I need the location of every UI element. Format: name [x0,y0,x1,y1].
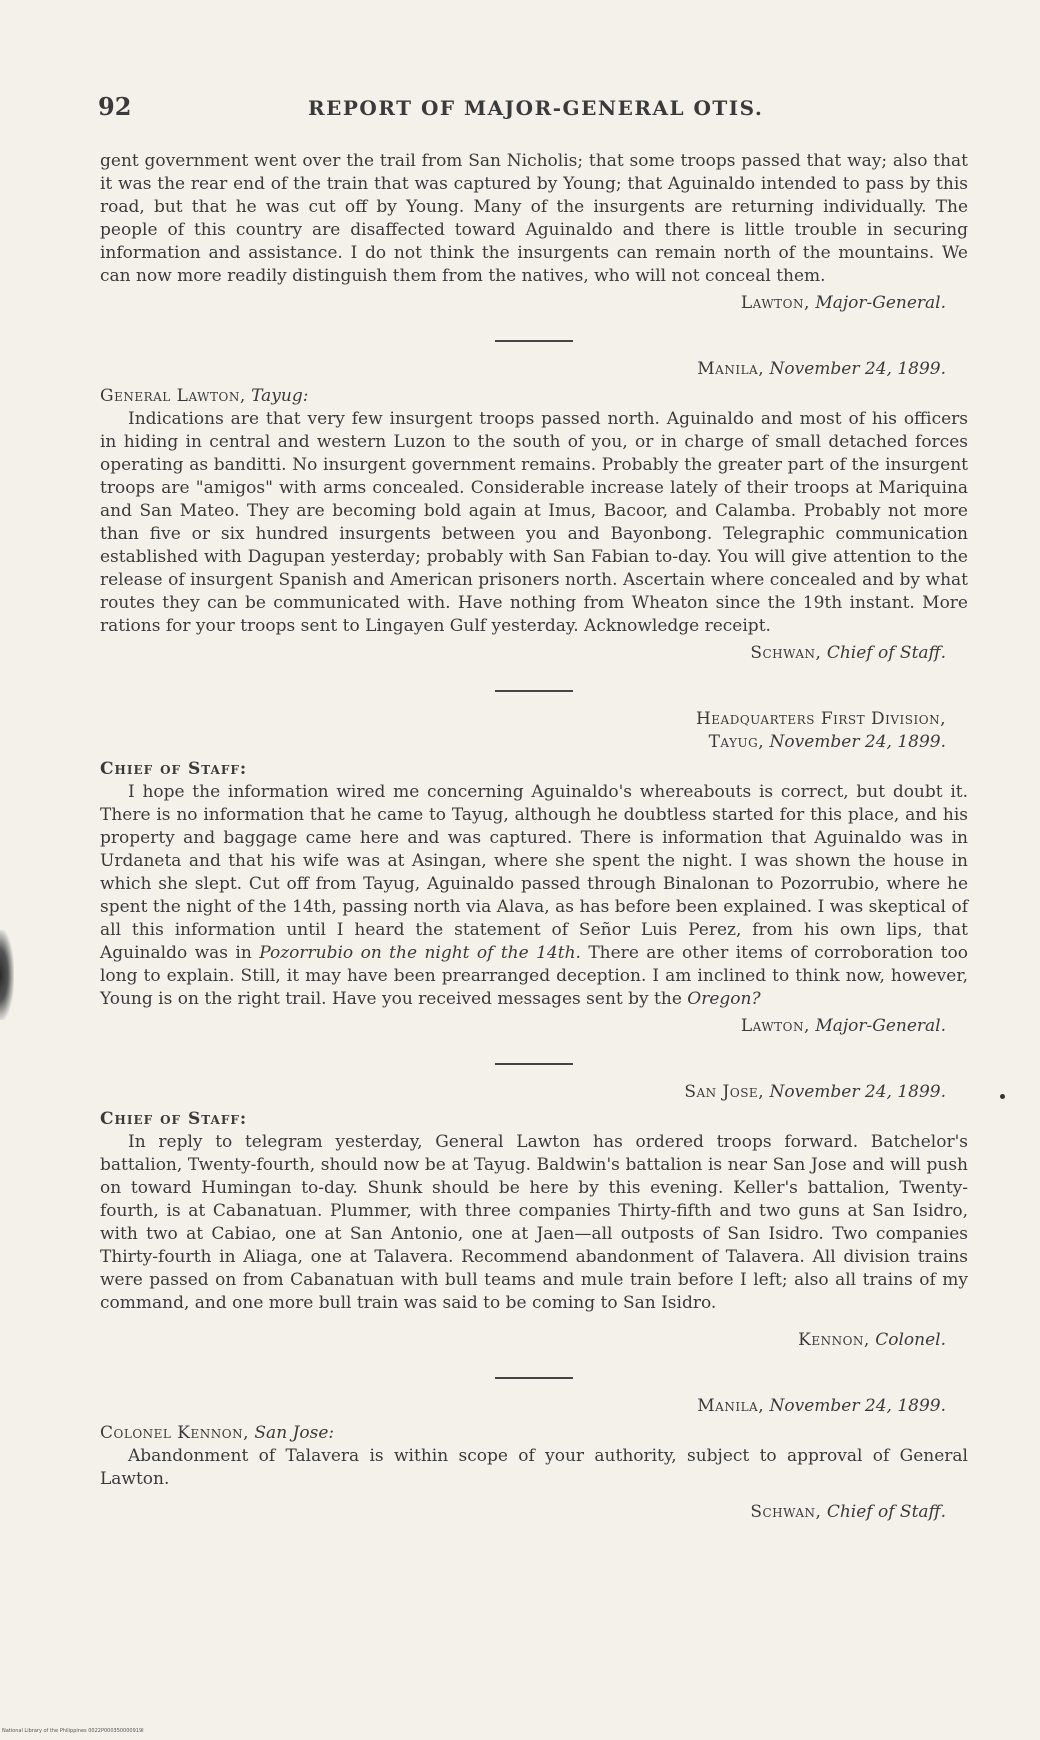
italic-run: Pozorrubio on the night of the 14th. [259,943,581,963]
dateline [100,1081,968,1104]
dateline-place: San Jose, [684,1082,765,1102]
addressee: Colonel Kennon, [100,1423,249,1443]
telegram-paragraph: gent government went over the trail from San Nicholis; that some troops passed that way; also that it was the rear end of the train that was captured by Young; that Aguinaldo intended to pass by this road, but that he was cut off by Young. Many of the insurgents are returning individually. The people of this country are disaffected toward Aguinaldo and there is little trouble in securing information and assistance. I do not think the insurgents can remain north of the mountains. We can now more readily distinguish them from the natives, who will not conceal them. [100,151,968,286]
signature [100,1329,968,1352]
salutation [100,385,968,408]
dateline-hq [100,708,968,731]
page-body [100,150,968,1524]
signature-title: Major-General. [815,293,946,313]
text-run: I hope the information wired me concerning Aguinaldo's whereabouts is correct, but doubt it. There is no information that he came to Tayug, although he doubtless started for this place, and his property and baggage came here and was captured. There is information that Aguinaldo was in Urdaneta and that his wife was at Asingan, where she spent the night. I was shown the house in which she slept. Cut off from Tayug, Aguinaldo passed through Binalonan to Pozorrubio, where he spent the night of the 14th, passing north via Alava, as has before been explained. I was skeptical of all this information until I heard the statement of Señor Luis Perez, from his own lips, that Aguinaldo was in [100,782,968,963]
telegram-manila-to-kennon [100,1395,968,1524]
telegram-tayug-to-chief [100,708,968,1038]
section-rule [495,1377,573,1379]
telegram-paragraph: Indications are that very few insurgent troops passed north. Aguinaldo and most of his officers in hiding in central and western Luzon to the south of you, or in charge of small detached forces operating as banditti. No insurgent government remains. Probably the greater part of the insurgent troops are "amigos" with arms concealed. Considerable increase lately of their troops at Mariquina and San Mateo. They are becoming bold again at Imus, Bacoor, and Calamba. Probably not more than five or six hundred insurgents between you and Bayonbong. Telegraphic communication established with Dagupan yesterday; probably with San Fabian to-day. You will give attention to the release of insurgent Spanish and American prisoners north. Ascertain where concealed and by what routes they can be communicated with. Have nothing from Wheaton since the 19th instant. More rations for your troops sent to Lingayen Gulf yesterday. Acknowledge receipt. [100,409,968,636]
signature-title: Major-General. [815,1016,946,1036]
signature [100,642,968,665]
binding-shadow [0,930,14,1020]
addressee-place: Tayug: [251,386,309,406]
telegram-paragraph [100,781,968,1011]
addressee: Chief of Staff: [100,759,248,779]
signature [100,292,968,315]
addressee-place: San Jose: [254,1423,335,1443]
ink-speck [1000,1094,1005,1099]
dateline [100,731,968,754]
dateline-place: Tayug, [708,732,765,752]
signature-title: Colonel. [875,1330,946,1350]
dateline-date: November 24, 1899. [769,732,946,752]
section-rule [495,1063,573,1065]
dateline [100,358,968,381]
telegram-continued [100,150,968,315]
telegram-manila-to-lawton [100,358,968,665]
signature [100,1015,968,1038]
dateline-date: November 24, 1899. [769,359,946,379]
dateline-place: Manila, [697,1396,765,1416]
signature [100,1501,968,1524]
scan-footer: National Library of the Philippines 0022P000350000919I [2,1728,144,1734]
dateline-date: November 24, 1899. [769,1082,946,1102]
addressee: General Lawton, [100,386,246,406]
salutation [100,1422,968,1445]
running-title: REPORT OF MAJOR-GENERAL OTIS. [308,96,764,120]
section-rule [495,690,573,692]
signature-name: Lawton, [740,1016,810,1036]
ship-name: Oregon? [687,989,761,1009]
signature-name: Lawton, [740,293,810,313]
signature-name: Schwan, [750,1502,822,1522]
section-rule [495,340,573,342]
addressee: Chief of Staff: [100,1109,248,1129]
page-number: 92 [98,92,132,121]
text-run: There are other items of corroboration too long to explain. Still, it may have been prearranged deception. I am inclined to think now, however, Young is on the right trail. Have you received messages sent by the [100,943,968,1009]
headquarters-line: Headquarters First Division, [695,709,946,729]
telegram-paragraph: In reply to telegram yesterday, General Lawton has ordered troops forward. Batchelor's battalion, Twenty-fourth, should now be at Tayug. Baldwin's battalion is near San Jose and will push on toward Humingan to-day. Shunk should be here by this evening. Keller's battalion, Twenty-fourth, is at Cabanatuan. Plummer, with three companies Thirty-fifth and two guns at San Isidro, with two at Cabiao, one at San Antonio, one at Jaen—all outposts of San Isidro. Two companies Thirty-fourth in Aliaga, one at Talavera. Recommend abandonment of Talavera. All division trains were passed on from Cabanatuan with bull teams and mule train before I left; also all trains of my command, and one more bull train was said to be coming to San Isidro. [100,1132,968,1313]
signature-title: Chief of Staff. [826,1502,946,1522]
telegram-paragraph: Abandonment of Talavera is within scope of your authority, subject to approval of General Lawton. [100,1446,968,1489]
dateline [100,1395,968,1418]
signature-title: Chief of Staff. [826,643,946,663]
signature-name: Kennon, [798,1330,870,1350]
telegram-san-jose-to-chief [100,1081,968,1352]
dateline-place: Manila, [697,359,765,379]
dateline-date: November 24, 1899. [769,1396,946,1416]
signature-name: Schwan, [750,643,822,663]
